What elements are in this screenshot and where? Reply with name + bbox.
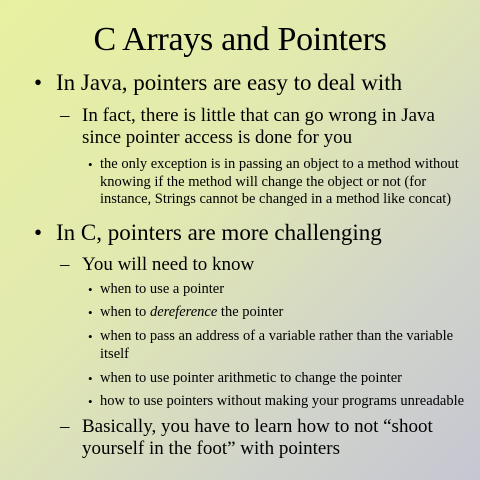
detail-text: when to use pointer arithmetic to change the pointer xyxy=(100,370,402,386)
detail-bullet-use-pointer xyxy=(88,281,472,299)
bullet-marker: • xyxy=(34,220,43,245)
detail-bullet-arithmetic xyxy=(88,370,472,388)
dash-marker: – xyxy=(60,254,70,275)
sub-bullet-text: In fact, there is little that can go wrong in Java since pointer access is done for you xyxy=(82,105,435,148)
detail-marker: • xyxy=(88,329,93,344)
detail-text: how to use pointers without making your programs unreadable xyxy=(100,393,465,409)
bullet-text: In C, pointers are more challenging xyxy=(56,220,382,245)
bullet-c xyxy=(34,220,474,246)
detail-bullet-pass-address xyxy=(88,328,472,363)
detail-text-emphasis: dereference xyxy=(149,304,218,320)
sub-bullet-text: Basically, you have to learn how to not “shoot yourself in the foot” with pointers xyxy=(82,416,433,459)
sub-bullet-text: You will need to know xyxy=(82,254,255,275)
slide-title: C Arrays and Pointers xyxy=(93,21,387,58)
detail-marker: • xyxy=(88,305,93,320)
bullet-text: In Java, pointers are easy to deal with xyxy=(56,70,403,95)
sub-bullet-need-to-know xyxy=(60,254,472,276)
dash-marker: – xyxy=(60,105,70,126)
detail-text: when to pass an address of a variable rather than the variable itself xyxy=(100,328,454,362)
dash-marker: – xyxy=(60,416,70,437)
sub-bullet-shoot-foot xyxy=(60,416,472,460)
sub-bullet-java-fact xyxy=(60,105,472,149)
detail-marker: • xyxy=(88,394,93,409)
detail-text: the only exception is in passing an object to a method without knowing if the method will change the object or not (for instance, Strings cannot be changed in a method like concat) xyxy=(100,156,459,207)
bullet-java xyxy=(34,70,474,96)
detail-text-after: the pointer xyxy=(217,304,284,320)
detail-marker: • xyxy=(88,282,93,297)
detail-marker: • xyxy=(88,371,93,386)
detail-marker: • xyxy=(88,157,93,172)
detail-bullet-readable xyxy=(88,393,472,411)
detail-bullet-exception xyxy=(88,156,472,209)
detail-text xyxy=(100,304,472,322)
detail-bullet-dereference xyxy=(88,304,472,322)
detail-text-before: when to xyxy=(100,304,150,320)
detail-text: when to use a pointer xyxy=(100,281,225,297)
bullet-marker: • xyxy=(34,70,43,95)
